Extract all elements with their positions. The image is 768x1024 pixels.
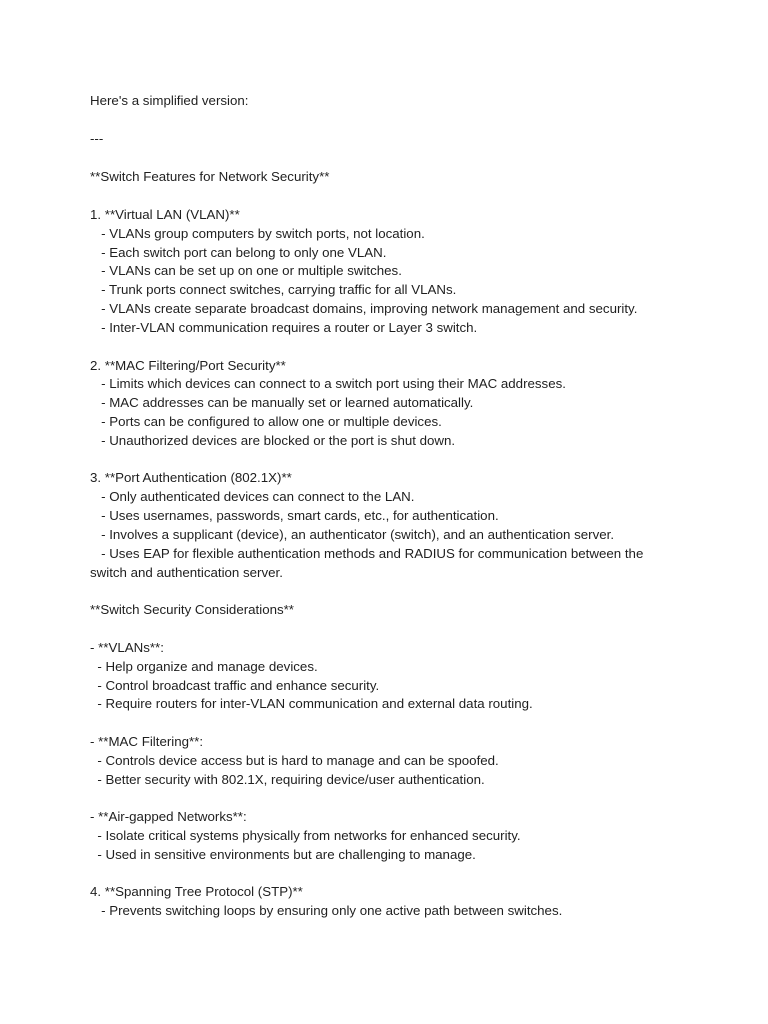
text-line: - Used in sensitive environments but are challenging to manage. (90, 847, 476, 862)
text-line: - Only authenticated devices can connect to the LAN. (90, 489, 415, 504)
text-line: **Switch Security Considerations** (90, 602, 294, 617)
text-line: - Isolate critical systems physically from networks for enhanced security. (90, 828, 521, 843)
text-line: - Help organize and manage devices. (90, 659, 318, 674)
text-line: - Uses EAP for flexible authentication methods and RADIUS for communication between the (90, 546, 644, 561)
text-line: - Require routers for inter-VLAN communication and external data routing. (90, 696, 533, 711)
text-line: - VLANs group computers by switch ports, not location. (90, 226, 425, 241)
text-line: --- (90, 131, 104, 146)
text-line: - VLANs can be set up on one or multiple switches. (90, 263, 402, 278)
text-line: Here's a simplified version: (90, 93, 249, 108)
text-line: - **VLANs**: (90, 640, 164, 655)
text-line: 4. **Spanning Tree Protocol (STP)** (90, 884, 303, 899)
text-line: - Unauthorized devices are blocked or the port is shut down. (90, 433, 456, 448)
text-line: - **Air-gapped Networks**: (90, 809, 247, 824)
text-line: - Controls device access but is hard to manage and can be spoofed. (90, 753, 499, 768)
text-line: - Inter-VLAN communication requires a router or Layer 3 switch. (90, 320, 478, 335)
text-line: - **MAC Filtering**: (90, 734, 204, 749)
text-line: - Limits which devices can connect to a switch port using their MAC addresses. (90, 376, 566, 391)
text-line: - Involves a supplicant (device), an authenticator (switch), and an authentication server. (90, 527, 615, 542)
text-line: - Each switch port can belong to only one VLAN. (90, 245, 387, 260)
text-line: - Ports can be configured to allow one or multiple devices. (90, 414, 442, 429)
text-line: - Prevents switching loops by ensuring only one active path between switches. (90, 903, 563, 918)
text-line: - Control broadcast traffic and enhance security. (90, 678, 380, 693)
text-line: switch and authentication server. (90, 565, 283, 580)
text-line: - Uses usernames, passwords, smart cards, etc., for authentication. (90, 508, 499, 523)
text-line: 1. **Virtual LAN (VLAN)** (90, 207, 240, 222)
text-line: **Switch Features for Network Security** (90, 169, 330, 184)
text-line: 3. **Port Authentication (802.1X)** (90, 470, 292, 485)
text-line: - Trunk ports connect switches, carrying traffic for all VLANs. (90, 282, 457, 297)
text-line: - MAC addresses can be manually set or learned automatically. (90, 395, 474, 410)
text-line: - Better security with 802.1X, requiring device/user authentication. (90, 772, 485, 787)
text-line: - VLANs create separate broadcast domains, improving network management and security. (90, 301, 638, 316)
text-line: 2. **MAC Filtering/Port Security** (90, 358, 286, 373)
